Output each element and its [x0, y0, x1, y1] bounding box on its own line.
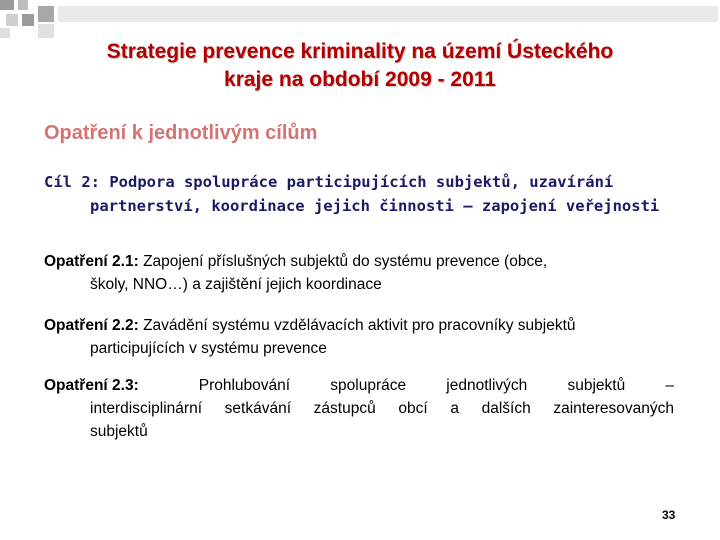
decorative-squares	[0, 0, 720, 40]
goal-line2: partnerství, koordinace jejich činnosti – zapojení veřejnosti	[90, 197, 660, 215]
goal-heading	[44, 170, 674, 218]
measure-2-3	[44, 374, 674, 443]
slide-title-line2: kraje na období 2009 - 2011	[224, 68, 496, 91]
measure-text-cont2: subjektů	[90, 423, 148, 440]
measure-text-cont: participujících v systému prevence	[90, 340, 327, 357]
measure-label: Opatření 2.1:	[44, 253, 139, 270]
measure-2-2	[44, 314, 674, 360]
page-number: 33	[662, 508, 676, 522]
slide-subtitle: Opatření k jednotlivým cílům	[44, 122, 318, 144]
measure-label: Opatření 2.3:	[44, 377, 139, 394]
measure-text-cont: školy, NNO…) a zajištění jejich koordinace	[90, 276, 382, 293]
goal-line1: Cíl 2: Podpora spolupráce participujících subjektů, uzavírání	[44, 173, 614, 191]
measure-label: Opatření 2.2:	[44, 317, 139, 334]
measure-2-1	[44, 250, 674, 296]
measure-text: Zavádění systému vzdělávacích aktivit pro pracovníky subjektů	[143, 317, 576, 334]
slide-title-line1: Strategie prevence kriminality na území Ústeckého	[106, 40, 614, 63]
measure-text: Prohlubování spolupráce jednotlivých subjektů –	[198, 377, 674, 394]
measure-text-cont: interdisciplinární setkávání zástupců obcí a dalších zainteresovaných	[90, 400, 674, 417]
slide-title	[40, 38, 680, 94]
measure-text: Zapojení příslušných subjektů do systému prevence (obce,	[143, 253, 548, 270]
